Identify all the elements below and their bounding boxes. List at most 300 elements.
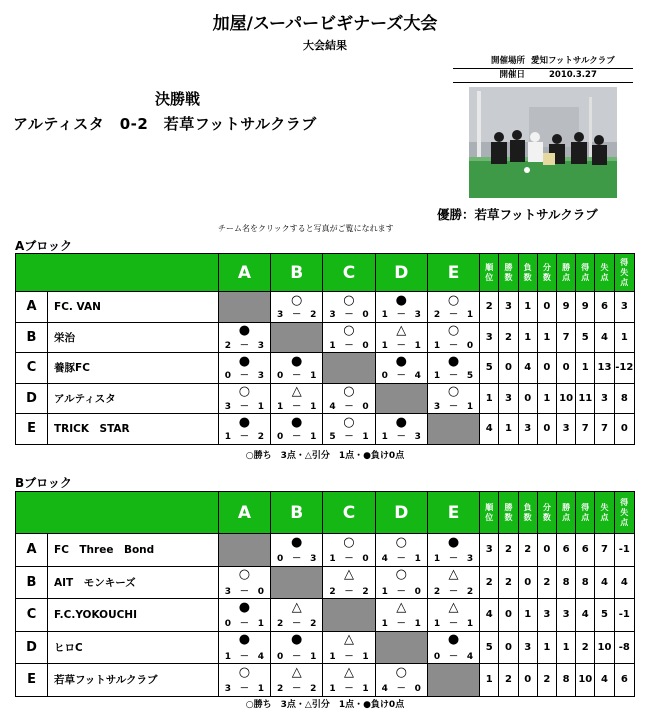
goals-against: 0 <box>414 586 421 597</box>
table-row <box>16 566 635 599</box>
final-match-label: 決勝戦 <box>155 90 201 108</box>
goals-for: 2 <box>277 619 284 629</box>
venue-row <box>453 55 633 69</box>
stat-column-header <box>595 254 614 292</box>
result-mark: ○ <box>343 414 355 430</box>
venue-label: 開催場所 <box>490 56 525 66</box>
stat-value: -12 <box>614 353 634 384</box>
match-result-cell <box>375 664 427 697</box>
score-dash: － <box>239 651 249 662</box>
table-row <box>16 664 635 697</box>
goals-for: 1 <box>381 340 388 351</box>
goals-for: 1 <box>381 432 388 442</box>
match-result-cell <box>375 566 427 599</box>
result-mark: △ <box>396 599 407 615</box>
result-mark: ● <box>291 534 303 550</box>
team-name-link[interactable]: 若草フットサルクラブ <box>48 664 219 697</box>
stat-column-header <box>614 254 634 292</box>
goals-for: 0 <box>277 371 284 381</box>
goals-for: 1 <box>381 310 388 320</box>
opponent-column-header: C <box>323 492 375 534</box>
team-name-link[interactable]: 養豚FC <box>48 353 219 384</box>
goals-for: 3 <box>224 684 232 694</box>
opponent-column-header: A <box>218 254 270 292</box>
stat-value: -1 <box>614 599 634 632</box>
goals-against: 1 <box>414 554 421 564</box>
result-mark: ○ <box>343 292 355 308</box>
opponent-column-header: E <box>427 492 479 534</box>
stat-header-char: 負 <box>523 502 532 512</box>
score-dash: － <box>449 619 459 629</box>
score-dash: － <box>239 340 249 351</box>
score-dash: － <box>239 401 249 412</box>
stat-value: 6 <box>576 534 595 567</box>
score-dash: － <box>344 310 354 320</box>
row-id: C <box>16 353 48 384</box>
table-row <box>16 599 635 632</box>
stat-column-header <box>556 254 575 292</box>
stat-value: 1 <box>537 631 556 664</box>
result-mark: ○ <box>447 384 460 399</box>
score-dash: － <box>239 371 249 381</box>
goals-for: 1 <box>329 651 336 662</box>
stat-value: 4 <box>576 599 595 632</box>
table-row <box>16 353 635 384</box>
match-result-cell <box>427 353 479 384</box>
score-dash: － <box>292 651 302 662</box>
goals-against: 1 <box>310 371 317 381</box>
stat-value: 0 <box>518 383 537 414</box>
stat-value: 0 <box>537 414 556 445</box>
score-dash: － <box>396 432 406 442</box>
stat-value: 1 <box>499 414 518 445</box>
match-result-cell <box>323 631 375 664</box>
stat-header-char: 点 <box>600 512 609 522</box>
goals-against: 0 <box>257 586 265 597</box>
match-result-cell <box>427 566 479 599</box>
match-result-cell <box>323 414 375 445</box>
table-header-row <box>16 254 635 292</box>
goals-against: 0 <box>362 554 369 564</box>
block-a-title: Aブロック <box>15 239 73 253</box>
score-dash: － <box>449 651 459 662</box>
match-result-cell <box>218 631 270 664</box>
stat-column-header <box>576 254 595 292</box>
result-mark: ● <box>395 292 407 308</box>
match-result-cell <box>218 664 270 697</box>
row-id: B <box>16 566 48 599</box>
stat-value: 0 <box>499 599 518 632</box>
score-dash: － <box>292 371 302 381</box>
stat-value: 6 <box>556 534 575 567</box>
stat-value: 8 <box>614 383 634 414</box>
stat-header-char: 点 <box>620 277 629 287</box>
stat-value: 5 <box>595 599 614 632</box>
goals-against: 4 <box>257 651 265 662</box>
row-id: A <box>16 292 48 323</box>
goals-against: 1 <box>310 651 317 662</box>
stat-value: 2 <box>499 664 518 697</box>
stat-header-char: 順 <box>485 502 494 512</box>
match-result-cell <box>427 534 479 567</box>
row-id: E <box>16 414 48 445</box>
score-dash: － <box>449 371 459 381</box>
match-result-cell <box>218 353 270 384</box>
stat-value: 4 <box>595 322 614 353</box>
stat-value: 8 <box>556 664 575 697</box>
stat-value: 4 <box>480 599 499 632</box>
stat-value: 10 <box>595 631 614 664</box>
team-name-link[interactable]: F.C.YOKOUCHI <box>48 599 219 632</box>
self-match-cell <box>375 383 427 414</box>
stat-value: -8 <box>614 631 634 664</box>
match-result-cell <box>271 353 323 384</box>
goals-for: 1 <box>329 554 336 564</box>
score-dash: － <box>344 432 354 442</box>
opponent-column-header: D <box>375 492 427 534</box>
click-note: チーム名をクリックすると写真がご覧になれます <box>218 224 394 233</box>
goals-against: 3 <box>414 310 421 320</box>
score-dash: － <box>344 340 354 351</box>
row-id: E <box>16 664 48 697</box>
match-result-cell <box>375 534 427 567</box>
result-mark: ○ <box>238 567 251 582</box>
result-mark: ○ <box>343 384 355 399</box>
result-mark: △ <box>448 567 459 582</box>
stat-value: 3 <box>480 534 499 567</box>
stat-column-header <box>556 492 575 534</box>
goals-against: 2 <box>310 684 317 694</box>
result-mark: ● <box>238 632 251 647</box>
result-mark: △ <box>343 632 354 647</box>
goals-for: 3 <box>224 586 232 597</box>
table-header-row <box>16 492 635 534</box>
goals-against: 0 <box>362 401 369 412</box>
result-mark: △ <box>396 323 407 338</box>
stat-header-char: 負 <box>523 262 532 272</box>
stat-value: 2 <box>576 631 595 664</box>
opponent-column-header: D <box>375 254 427 292</box>
result-mark: ● <box>395 414 407 430</box>
goals-against: 4 <box>414 371 421 381</box>
match-result-cell <box>323 292 375 323</box>
stat-value: -1 <box>614 534 634 567</box>
stat-column-header <box>537 492 556 534</box>
stat-header-char: 得 <box>620 257 629 267</box>
team-name-link[interactable]: アルティスタ <box>48 383 219 414</box>
match-result-cell <box>323 664 375 697</box>
self-match-cell <box>323 599 375 632</box>
stat-header-char: 点 <box>620 517 629 527</box>
stat-column-header <box>518 254 537 292</box>
team-name-link[interactable]: AIT モンキーズ <box>48 566 219 599</box>
goals-for: 3 <box>329 310 336 320</box>
score-dash: － <box>239 586 249 597</box>
match-result-cell <box>271 534 323 567</box>
match-result-cell <box>218 322 270 353</box>
result-mark: △ <box>448 599 459 615</box>
score-dash: － <box>292 401 302 412</box>
self-match-cell <box>218 534 270 567</box>
stat-value: 4 <box>595 664 614 697</box>
result-mark: ○ <box>395 534 407 550</box>
page-subtitle: 大会結果 <box>303 39 347 52</box>
stat-value: 6 <box>595 292 614 323</box>
goals-against: 3 <box>466 554 474 564</box>
date-value: 2010.3.27 <box>549 70 597 80</box>
score-dash: － <box>292 432 302 442</box>
goals-against: 1 <box>466 401 474 412</box>
result-mark: ● <box>238 414 251 430</box>
goals-against: 3 <box>257 340 265 351</box>
opponent-column-header: B <box>271 254 323 292</box>
stat-column-header <box>595 492 614 534</box>
result-mark: ● <box>447 632 460 647</box>
score-dash: － <box>396 554 406 564</box>
score-dash: － <box>344 684 354 694</box>
stat-header-char: 勝 <box>562 262 571 272</box>
block-b-legend: ○勝ち 3点・△引分 1点・●負け0点 <box>245 700 405 710</box>
stat-value: 0 <box>556 353 575 384</box>
result-mark: △ <box>291 664 302 680</box>
result-mark: △ <box>343 567 354 582</box>
stat-column-header <box>537 254 556 292</box>
match-result-cell <box>427 599 479 632</box>
stat-value: 1 <box>614 322 634 353</box>
stat-value: 8 <box>556 566 575 599</box>
block-b-table <box>15 491 635 697</box>
row-id: B <box>16 322 48 353</box>
match-result-cell <box>375 292 427 323</box>
stat-value: 7 <box>595 414 614 445</box>
date-label: 開催日 <box>499 70 525 80</box>
stat-header-char: 数 <box>523 272 532 282</box>
result-mark: ● <box>447 534 460 550</box>
result-mark: ● <box>447 353 460 369</box>
score-dash: － <box>449 340 459 351</box>
goals-for: 4 <box>381 684 388 694</box>
stat-value: 2 <box>537 566 556 599</box>
opponent-column-header: B <box>271 492 323 534</box>
stat-header-char: 勝 <box>504 502 513 512</box>
goals-for: 3 <box>277 310 284 320</box>
score-dash: － <box>292 619 302 629</box>
score-dash: － <box>292 554 302 564</box>
result-mark: ○ <box>343 534 355 550</box>
stat-column-header <box>499 254 518 292</box>
goals-for: 4 <box>329 401 336 412</box>
stat-value: 1 <box>537 383 556 414</box>
stat-column-header <box>614 492 634 534</box>
score-dash: － <box>396 310 406 320</box>
goals-for: 1 <box>433 619 441 629</box>
score-dash: － <box>449 586 459 597</box>
goals-for: 1 <box>277 401 284 412</box>
goals-against: 1 <box>414 340 421 351</box>
stat-value: 0 <box>499 353 518 384</box>
stat-header-char: 数 <box>542 272 551 282</box>
stat-header-char: 数 <box>504 272 513 282</box>
match-result-cell <box>323 322 375 353</box>
table-row <box>16 292 635 323</box>
self-match-cell <box>218 292 270 323</box>
page-title: 加屋/スーパービギナーズ大会 <box>212 14 438 34</box>
stat-header-char: 数 <box>523 512 532 522</box>
stat-header-char: 数 <box>542 512 551 522</box>
opponent-column-header: C <box>323 254 375 292</box>
score-dash: － <box>396 684 406 694</box>
match-result-cell <box>375 599 427 632</box>
goals-for: 1 <box>224 651 232 662</box>
result-mark: △ <box>291 384 302 399</box>
score-dash: － <box>396 586 406 597</box>
score-dash: － <box>239 619 249 629</box>
goals-against: 0 <box>414 684 421 694</box>
table-row <box>16 383 635 414</box>
stat-value: 3 <box>518 414 537 445</box>
score-dash: － <box>344 401 354 412</box>
self-match-cell <box>323 353 375 384</box>
team-name-link[interactable]: ヒロC <box>48 631 219 664</box>
stat-value: 3 <box>518 631 537 664</box>
stat-value: 2 <box>499 566 518 599</box>
goals-against: 5 <box>466 371 474 381</box>
result-mark: ● <box>291 632 303 647</box>
goals-for: 1 <box>381 586 388 597</box>
self-match-cell <box>271 322 323 353</box>
goals-for: 1 <box>433 554 441 564</box>
stat-header-char: 点 <box>581 512 590 522</box>
goals-against: 1 <box>310 401 317 412</box>
winner-team-photo <box>469 87 617 198</box>
stat-value: 3 <box>499 383 518 414</box>
venue-value: 愛知フットサルクラブ <box>531 56 615 66</box>
goals-against: 1 <box>362 432 369 442</box>
result-mark: ○ <box>343 323 355 338</box>
row-id: D <box>16 631 48 664</box>
goals-for: 2 <box>224 340 232 351</box>
stat-value: 7 <box>576 414 595 445</box>
goals-for: 0 <box>277 554 284 564</box>
result-mark: ○ <box>395 567 407 582</box>
stat-header-char: 数 <box>504 512 513 522</box>
team-name-link[interactable]: FC. VAN <box>48 292 219 323</box>
stat-value: 3 <box>537 599 556 632</box>
result-mark: ● <box>395 353 407 369</box>
goals-against: 1 <box>257 401 265 412</box>
result-mark: ○ <box>447 323 460 338</box>
goals-against: 0 <box>362 310 369 320</box>
result-mark: ● <box>291 353 303 369</box>
stat-column-header <box>576 492 595 534</box>
stat-header-char: 位 <box>485 272 494 282</box>
goals-for: 1 <box>329 340 336 351</box>
goals-against: 1 <box>362 651 369 662</box>
match-result-cell <box>427 292 479 323</box>
stat-value: 9 <box>556 292 575 323</box>
stat-column-header <box>499 492 518 534</box>
score-dash: － <box>239 432 249 442</box>
goals-for: 0 <box>433 651 441 662</box>
goals-for: 0 <box>277 432 284 442</box>
goals-for: 3 <box>224 401 232 412</box>
opponent-column-header: E <box>427 254 479 292</box>
stat-value: 3 <box>556 414 575 445</box>
goals-for: 1 <box>329 684 336 694</box>
goals-for: 1 <box>224 432 232 442</box>
result-mark: ○ <box>447 292 460 308</box>
self-match-cell <box>375 631 427 664</box>
result-mark: ● <box>238 353 251 369</box>
stat-header-char: 失 <box>620 267 629 277</box>
stat-value: 1 <box>537 322 556 353</box>
stat-value: 0 <box>537 353 556 384</box>
match-result-cell <box>375 414 427 445</box>
stat-value: 7 <box>556 322 575 353</box>
score-dash: － <box>344 586 354 597</box>
match-result-cell <box>323 566 375 599</box>
goals-against: 2 <box>310 310 317 320</box>
stat-header-char: 失 <box>600 502 609 512</box>
goals-against: 1 <box>414 619 421 629</box>
final-match-result: アルティスタ 0-2 若草フットサルクラブ <box>13 115 317 133</box>
stat-header-char: 分 <box>542 502 551 512</box>
header-blank <box>16 254 219 292</box>
stat-value: 5 <box>576 322 595 353</box>
stat-header-char: 得 <box>581 262 590 272</box>
goals-for: 4 <box>381 554 388 564</box>
stat-header-char: 位 <box>485 512 494 522</box>
stat-value: 4 <box>595 566 614 599</box>
score-dash: － <box>396 340 406 351</box>
stat-value: 3 <box>556 599 575 632</box>
goals-against: 2 <box>310 619 317 629</box>
block-b-title: Bブロック <box>15 476 72 490</box>
stat-header-char: 点 <box>562 512 571 522</box>
goals-against: 2 <box>362 586 369 597</box>
goals-against: 1 <box>310 432 317 442</box>
goals-for: 2 <box>433 310 441 320</box>
stat-header-char: 順 <box>485 262 494 272</box>
stat-value: 2 <box>499 534 518 567</box>
match-result-cell <box>218 383 270 414</box>
result-mark: ○ <box>238 384 251 399</box>
team-name-link[interactable]: 栄治 <box>48 322 219 353</box>
stat-header-char: 勝 <box>504 262 513 272</box>
goals-for: 0 <box>277 651 284 662</box>
goals-for: 0 <box>224 371 232 381</box>
date-row <box>453 69 633 83</box>
table-row <box>16 414 635 445</box>
goals-for: 1 <box>381 619 388 629</box>
match-result-cell <box>427 322 479 353</box>
stat-value: 3 <box>614 292 634 323</box>
result-mark: ○ <box>395 664 407 680</box>
stat-header-char: 得 <box>581 502 590 512</box>
stat-value: 1 <box>576 353 595 384</box>
match-result-cell <box>271 414 323 445</box>
goals-against: 0 <box>466 340 474 351</box>
stat-header-char: 失 <box>600 262 609 272</box>
team-name-link[interactable]: FC Three Bond <box>48 534 219 567</box>
team-name-link[interactable]: TRICK STAR <box>48 414 219 445</box>
table-row <box>16 631 635 664</box>
match-result-cell <box>218 599 270 632</box>
self-match-cell <box>427 414 479 445</box>
stat-value: 1 <box>518 292 537 323</box>
goals-against: 2 <box>466 586 474 597</box>
stat-header-char: 点 <box>600 272 609 282</box>
